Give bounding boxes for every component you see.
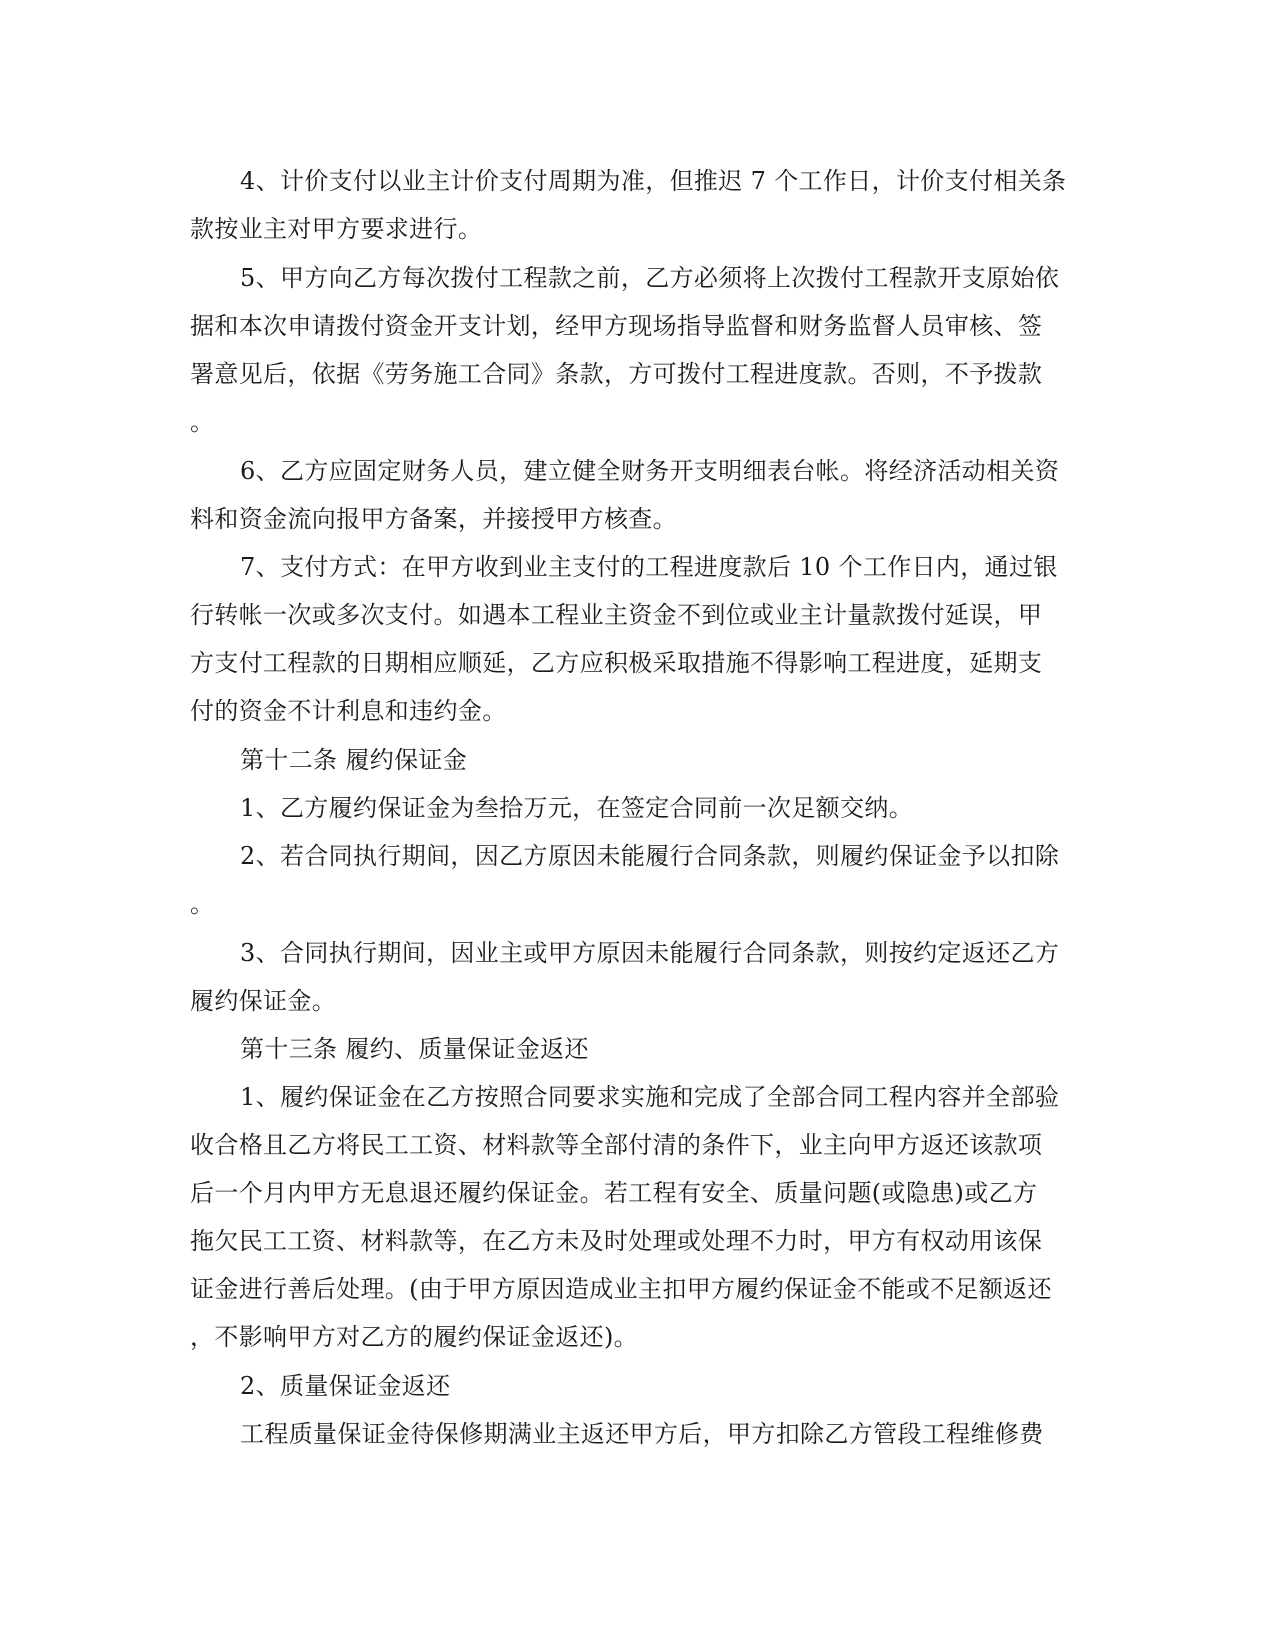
article-12-heading: 第十二条 履约保证金 bbox=[240, 746, 468, 774]
paragraph-5-line-2: 据和本次申请拨付资金开支计划，经甲方现场指导监督和财务监督人员审核、签 bbox=[190, 312, 1043, 340]
paragraph-6-line-2: 料和资金流向报甲方备案，并接授甲方核查。 bbox=[190, 505, 677, 533]
article-13-item-1-line-1: 1、履约保证金在乙方按照合同要求实施和完成了全部合同工程内容并全部验 bbox=[240, 1083, 1060, 1111]
paragraph-5-line-4: 。 bbox=[190, 408, 215, 436]
paragraph-5-line-1: 5、甲方向乙方每次拨付工程款之前，乙方必须将上次拨付工程款开支原始依 bbox=[240, 264, 1060, 292]
paragraph-7-line-1: 7、支付方式：在甲方收到业主支付的工程进度款后 10 个工作日内，通过银 bbox=[240, 553, 1058, 581]
article-13-item-2-heading: 2、质量保证金返还 bbox=[240, 1372, 451, 1400]
article-12-item-3-line-1: 3、合同执行期间，因业主或甲方原因未能履行合同条款，则按约定返还乙方 bbox=[240, 939, 1060, 967]
article-13-item-1-line-3: 后一个月内甲方无息退还履约保证金。若工程有安全、质量问题(或隐患)或乙方 bbox=[190, 1179, 1038, 1207]
article-13-item-1-line-6: ，不影响甲方对乙方的履约保证金返还)。 bbox=[190, 1323, 639, 1351]
article-13-heading: 第十三条 履约、质量保证金返还 bbox=[240, 1035, 589, 1063]
article-13-item-2-line-1: 工程质量保证金待保修期满业主返还甲方后，甲方扣除乙方管段工程维修费 bbox=[240, 1420, 1044, 1448]
article-12-item-1: 1、乙方履约保证金为叁拾万元，在签定合同前一次足额交纳。 bbox=[240, 794, 914, 822]
article-13-item-1-line-5: 证金进行善后处理。(由于甲方原因造成业主扣甲方履约保证金不能或不足额返还 bbox=[190, 1275, 1052, 1303]
paragraph-7-line-4: 付的资金不计利息和违约金。 bbox=[190, 697, 507, 725]
paragraph-4-line-2: 款按业主对甲方要求进行。 bbox=[190, 215, 483, 243]
paragraph-5-line-3: 署意见后，依据《劳务施工合同》条款，方可拨付工程进度款。否则，不予拨款 bbox=[190, 360, 1043, 388]
paragraph-6-line-1: 6、乙方应固定财务人员，建立健全财务开支明细表台帐。将经济活动相关资 bbox=[240, 457, 1060, 485]
article-13-item-1-line-2: 收合格且乙方将民工工资、材料款等全部付清的条件下，业主向甲方返还该款项 bbox=[190, 1131, 1043, 1159]
paragraph-7-line-3: 方支付工程款的日期相应顺延，乙方应积极采取措施不得影响工程进度，延期支 bbox=[190, 649, 1043, 677]
article-12-item-2-line-2: 。 bbox=[190, 890, 215, 918]
paragraph-7-line-2: 行转帐一次或多次支付。如遇本工程业主资金不到位或业主计量款拨付延误，甲 bbox=[190, 601, 1043, 629]
article-13-item-1-line-4: 拖欠民工工资、材料款等，在乙方未及时处理或处理不力时，甲方有权动用该保 bbox=[190, 1227, 1043, 1255]
article-12-item-2-line-1: 2、若合同执行期间，因乙方原因未能履行合同条款，则履约保证金予以扣除 bbox=[240, 842, 1060, 870]
paragraph-4-line-1: 4、计价支付以业主计价支付周期为准，但推迟 7 个工作日，计价支付相关条 bbox=[240, 167, 1067, 195]
article-12-item-3-line-2: 履约保证金。 bbox=[190, 987, 337, 1015]
